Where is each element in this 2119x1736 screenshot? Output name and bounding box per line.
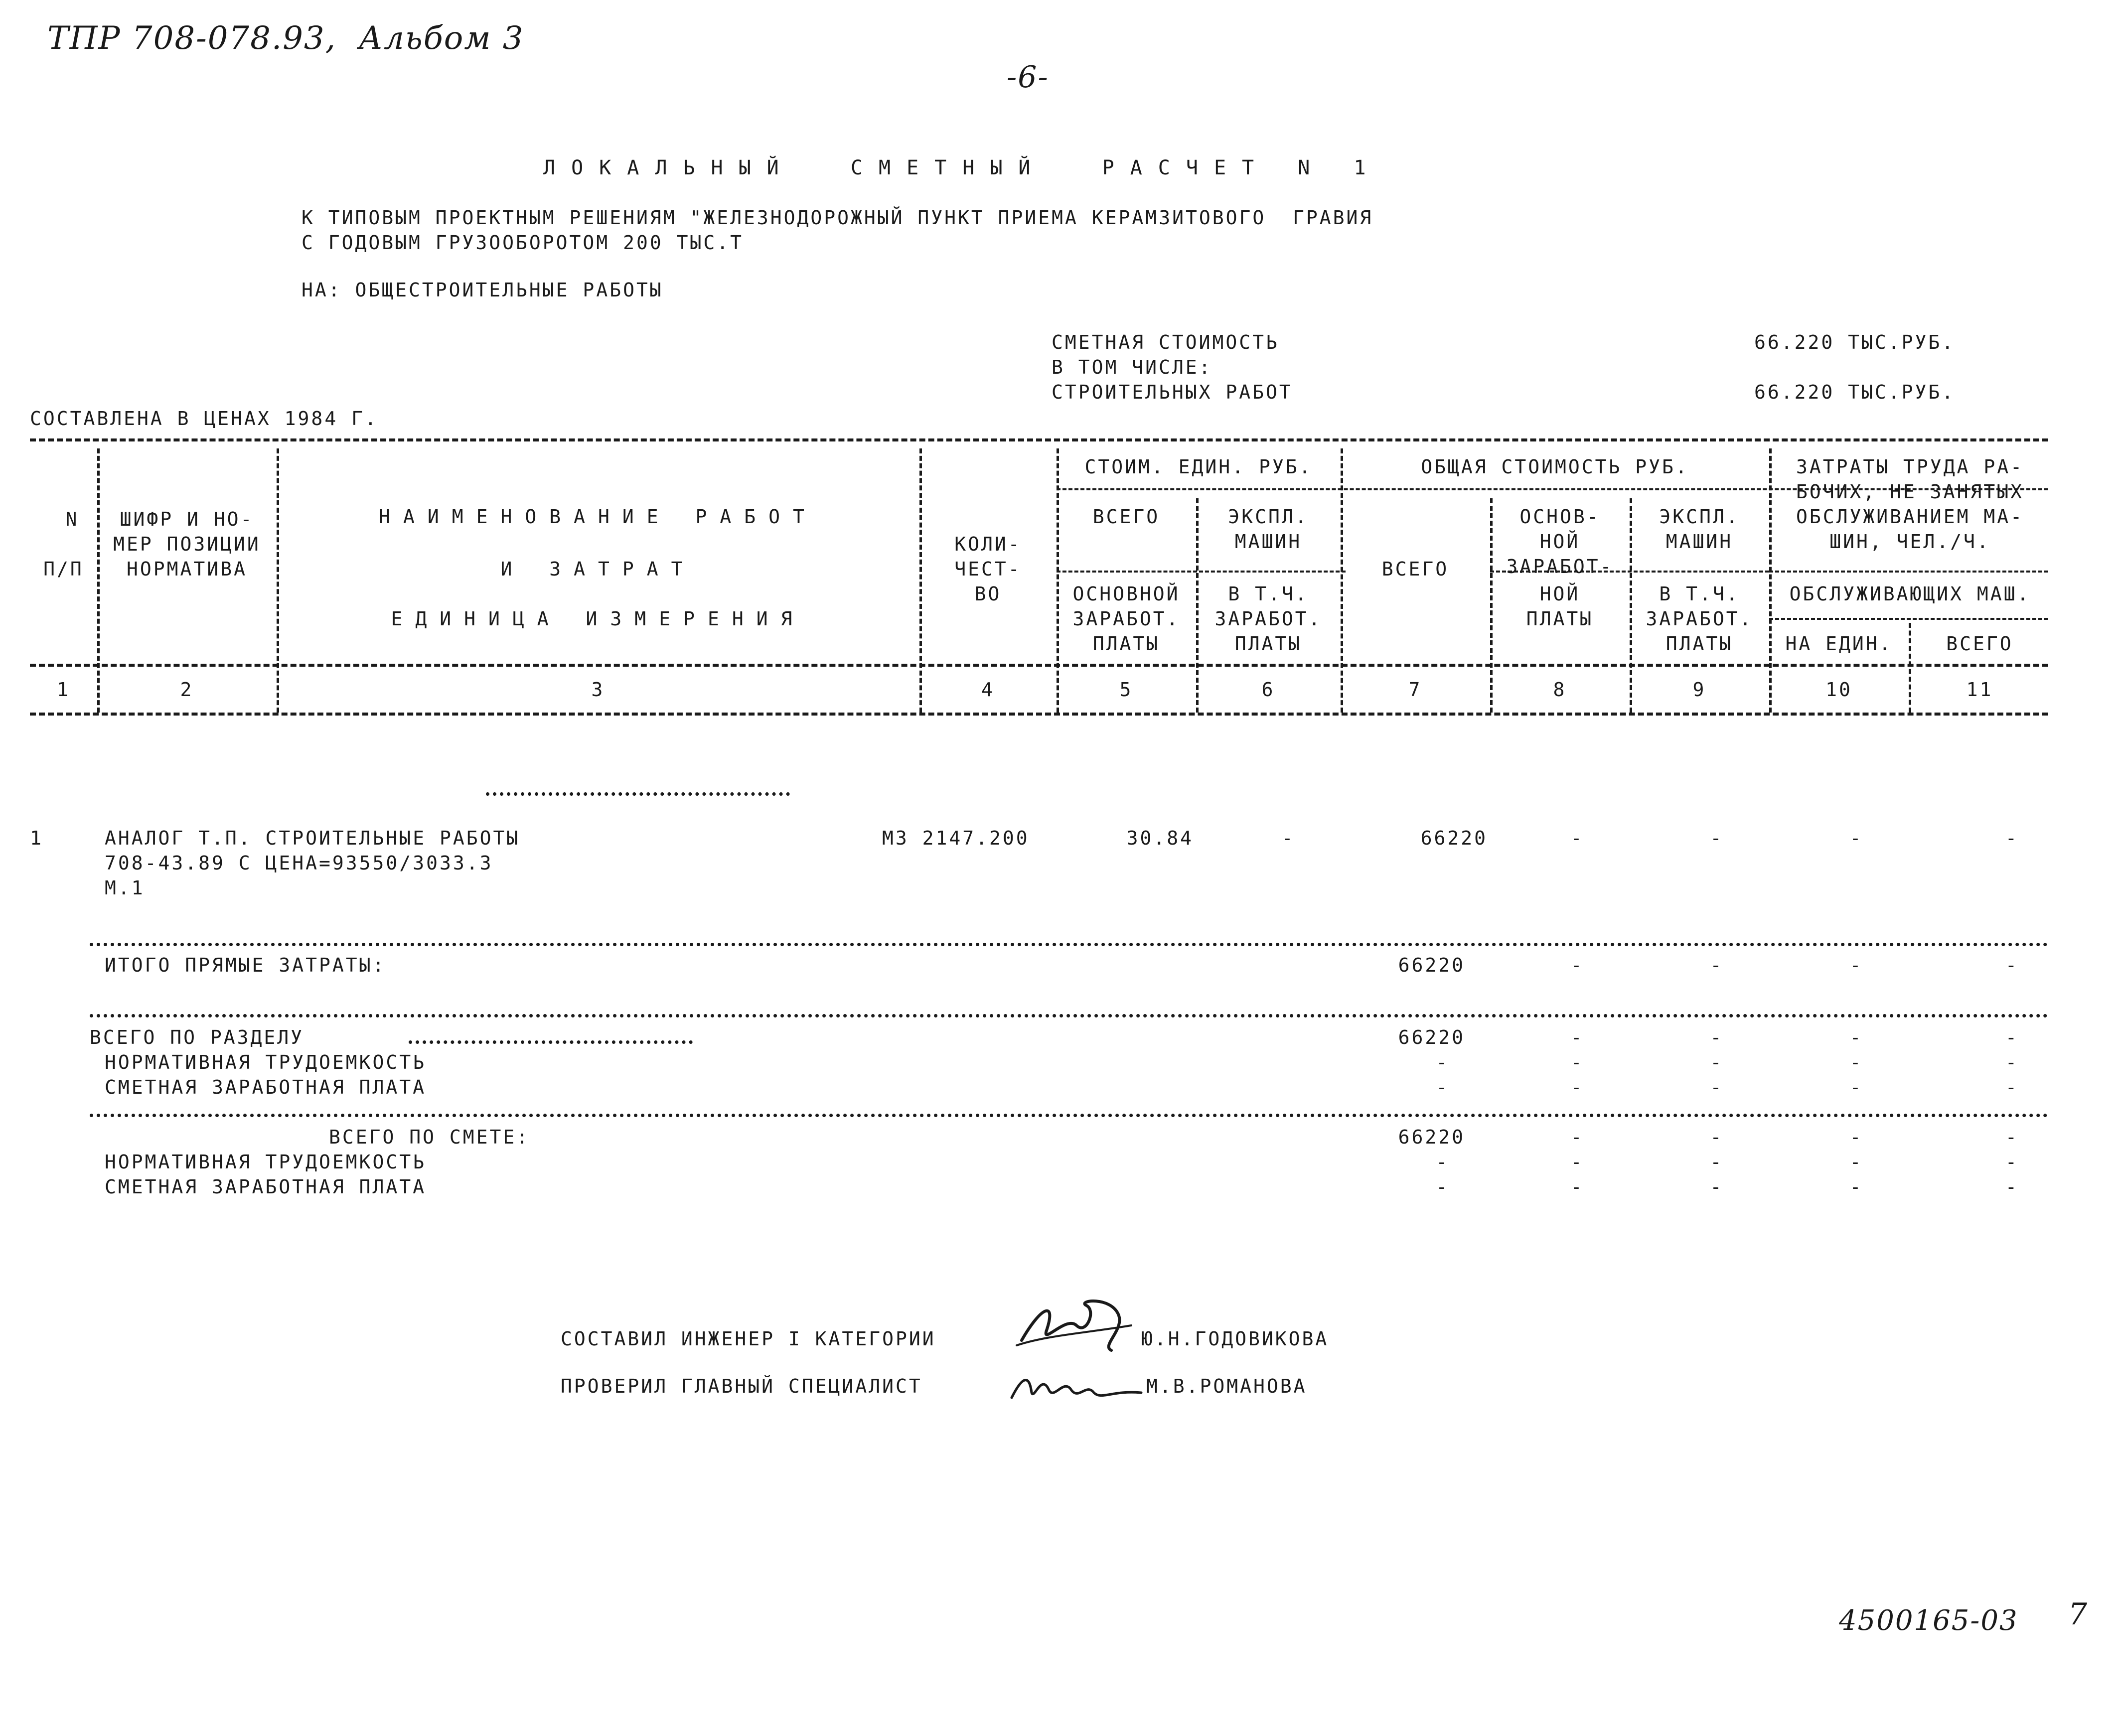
estimate-col9: - [1710,1126,1724,1148]
document-title: ЛОКАЛЬНЫЙ СМЕТНЫЙ РАСЧЕТ N 1 [543,156,1382,179]
col9-header-bottom-3: ПЛАТЫ [1665,633,1733,655]
estimate-dots [90,1114,2048,1117]
estimate-labor-col11: - [2005,1151,2019,1173]
labor-mid-rule [1769,571,2048,573]
section-wages-col10: - [1849,1076,1863,1098]
direct-dots [90,943,2048,946]
row-unit-price: 30.84 [1126,827,1194,849]
estimate-wages-col9: - [1710,1176,1724,1198]
row-quantity: М3 2147.200 [882,827,1030,849]
col6-header-bottom-1: В Т.Ч. [1228,583,1309,605]
col-sep-3 [919,448,922,713]
section-wages-col11: - [2005,1076,2019,1098]
estimate-labor-label: НОРМАТИВНАЯ ТРУДОЕМКОСТЬ [105,1151,427,1173]
section-total-label: ВСЕГО ПО РАЗДЕЛУ [90,1026,304,1048]
direct-col8: - [1570,954,1584,976]
cost-label: СМЕТНАЯ СТОИМОСТЬ [1052,331,1279,353]
col-sep-2 [277,448,279,713]
handwritten-reference: ТПР 708-078.93, Альбом 3 [47,20,524,57]
col2-header-line2: МЕР ПОЗИЦИИ [113,533,261,555]
estimate-labor-col8: - [1570,1151,1584,1173]
colnum-5: 5 [1119,679,1133,701]
col9-header-top-1: ЭКСПЛ. [1659,506,1740,528]
estimate-col8: - [1570,1126,1584,1148]
direct-costs-total: 66220 [1398,954,1465,976]
cost-value: 66.220 ТЫС.РУБ. [1754,331,1956,353]
row-total: 66220 [1420,827,1488,849]
col3-header-line2: И ЗАТРАТ [500,558,696,580]
section-dots [486,792,790,796]
colnum-11: 11 [1966,679,1993,701]
col3-header-line3: ЕДИНИЦА ИЗМЕРЕНИЯ [391,608,805,630]
section-total-value: 66220 [1398,1026,1465,1048]
estimate-total-label: ВСЕГО ПО СМЕТЕ: [329,1126,530,1148]
col-sep-6 [1341,448,1343,713]
estimate-wages-col11: - [2005,1176,2019,1198]
col8-header-4: НОЙ [1539,583,1580,605]
work-type: НА: ОБЩЕСТРОИТЕЛЬНЫЕ РАБОТЫ [302,279,663,301]
labor-header-1: ЗАТРАТЫ ТРУДА РА- [1796,456,2024,478]
numbers-bottom-rule [30,713,2048,716]
section-leader-dots [409,1040,693,1044]
row-col11: - [2005,827,2019,849]
col-sep-1 [97,448,100,713]
section-labor-col7: - [1436,1051,1450,1073]
col6-header-top-2: МАШИН [1234,531,1302,553]
col1-header-n: N [65,508,79,530]
col7-header: ВСЕГО [1381,558,1449,580]
colnum-1: 1 [57,679,70,701]
row-col9: - [1710,827,1724,849]
including-label: В ТОМ ЧИСЛЕ: [1052,356,1212,378]
colnum-7: 7 [1408,679,1422,701]
labor-header-3: ОБСЛУЖИВАНИЕМ МА- [1796,506,2024,528]
col9-header-top-2: МАШИН [1665,531,1733,553]
subject-line-2: С ГОДОВЫМ ГРУЗООБОРОТОМ 200 ТЫС.Т [302,232,744,254]
checker-signature [1007,1363,1146,1408]
unit-cost-mid-rule [1057,571,1346,573]
direct-costs-label: ИТОГО ПРЯМЫЕ ЗАТРАТЫ: [105,954,386,976]
compiled-by-name: Ю.Н.ГОДОВИКОВА [1141,1328,1329,1350]
construction-label: СТРОИТЕЛЬНЫХ РАБОТ [1052,381,1293,403]
colnum-10: 10 [1825,679,1852,701]
compiled-by-label: СОСТАВИЛ ИНЖЕНЕР I КАТЕГОРИИ [561,1328,936,1350]
col2-header-line1: ШИФР И НО- [120,508,254,530]
colnum-9: 9 [1692,679,1706,701]
row-number: 1 [30,827,43,849]
col5-header-bottom-1: ОСНОВНОЙ [1072,583,1180,605]
table-top-rule [30,438,2048,441]
col9-header-bottom-2: ЗАРАБОТ. [1646,608,1753,630]
sheet-number: 7 [2068,1597,2089,1632]
labor-subheader: ОБСЛУЖИВАЮЩИХ МАШ. [1789,583,2031,605]
section-col10: - [1849,1026,1863,1048]
col4-header-line2: ЧЕСТ- [954,558,1022,580]
labor-sub-rule [1769,618,2048,620]
col6-header-bottom-2: ЗАРАБОТ. [1214,608,1322,630]
colnum-4: 4 [981,679,995,701]
colnum-6: 6 [1261,679,1275,701]
checked-by-label: ПРОВЕРИЛ ГЛАВНЫЙ СПЕЦИАЛИСТ [561,1375,922,1397]
row-col6: - [1281,827,1295,849]
row-col8: - [1570,827,1584,849]
subject-line-1: К ТИПОВЫМ ПРОЕКТНЫМ РЕШЕНИЯМ "ЖЕЛЕЗНОДОРОЖНЫЙ ПУНКТ ПРИЕМА КЕРАМЗИТОВОГО ГРАВИЯ [302,207,1373,229]
direct-col10: - [1849,954,1863,976]
col8-header-5: ПЛАТЫ [1526,608,1594,630]
col5-header-bottom-2: ЗАРАБОТ. [1072,608,1180,630]
construction-value: 66.220 ТЫС.РУБ. [1754,381,1956,403]
direct-col9: - [1710,954,1724,976]
header-bottom-rule [30,664,2048,667]
section-labor-label: НОРМАТИВНАЯ ТРУДОЕМКОСТЬ [105,1051,427,1073]
section-wages-label: СМЕТНАЯ ЗАРАБОТНАЯ ПЛАТА [105,1076,427,1098]
prices-note: СОСТАВЛЕНА В ЦЕНАХ 1984 Г. [30,408,378,430]
estimate-col10: - [1849,1126,1863,1148]
direct-col11: - [2005,954,2019,976]
col6-header-bottom-3: ПЛАТЫ [1234,633,1302,655]
col5-header-bottom-3: ПЛАТЫ [1092,633,1160,655]
col8-header-3: ЗАРАБОТ- [1506,556,1614,578]
estimate-wages-label: СМЕТНАЯ ЗАРАБОТНАЯ ПЛАТА [105,1176,427,1198]
col5-header-top: ВСЕГО [1092,506,1160,528]
col6-header-top-1: ЭКСПЛ. [1228,506,1309,528]
section-labor-col10: - [1849,1051,1863,1073]
row-name-line-3: М.1 [105,877,145,899]
estimate-total-value: 66220 [1398,1126,1465,1148]
estimate-wages-col7: - [1436,1176,1450,1198]
col2-header-line3: НОРМАТИВА [127,558,247,580]
section-labor-col11: - [2005,1051,2019,1073]
section-wages-col9: - [1710,1076,1724,1098]
labor-header-2: БОЧИХ, НЕ ЗАНЯТЫХ [1796,481,2024,503]
col3-header-line1: НАИМЕНОВАНИЕ РАБОТ [379,506,817,528]
labor-header-4: ШИН, ЧЕЛ./Ч. [1829,531,1990,553]
col8-header-2: НОЙ [1539,531,1580,553]
col1-header-pp: П/П [43,558,84,580]
section-col9: - [1710,1026,1724,1048]
colnum-3: 3 [591,679,605,701]
col11-header: ВСЕГО [1946,633,2013,655]
section-labor-col8: - [1570,1051,1584,1073]
row-name-line-2: 708-43.89 С ЦЕНА=93550/3033.3 [105,852,493,874]
row-name-line-1: АНАЛОГ Т.П. СТРОИТЕЛЬНЫЕ РАБОТЫ [105,827,520,849]
section-col8: - [1570,1026,1584,1048]
estimate-labor-col9: - [1710,1151,1724,1173]
section-col11: - [2005,1026,2019,1048]
unit-cost-group-header: СТОИМ. ЕДИН. РУБ. [1084,456,1313,478]
col10-header: НА ЕДИН. [1785,633,1893,655]
estimate-labor-col10: - [1849,1151,1863,1173]
col4-header-line3: ВО [974,583,1002,605]
col4-header-line1: КОЛИ- [954,533,1022,555]
col8-header-1: ОСНОВ- [1519,506,1600,528]
colnum-2: 2 [180,679,194,701]
row-col10: - [1849,827,1863,849]
document-code: 4500165-03 [1839,1604,2018,1637]
estimate-labor-col7: - [1436,1151,1450,1173]
compiler-signature [1012,1286,1141,1360]
total-cost-group-header: ОБЩАЯ СТОИМОСТЬ РУБ. [1421,456,1689,478]
checked-by-name: М.В.РОМАНОВА [1146,1375,1307,1397]
colnum-8: 8 [1553,679,1567,701]
estimate-wages-col8: - [1570,1176,1584,1198]
col-sep-4 [1057,448,1059,713]
section-labor-col9: - [1710,1051,1724,1073]
section-total-dots [90,1014,2048,1017]
estimate-wages-col10: - [1849,1176,1863,1198]
section-wages-col8: - [1570,1076,1584,1098]
col9-header-bottom-1: В Т.Ч. [1659,583,1740,605]
section-wages-col7: - [1436,1076,1450,1098]
estimate-col11: - [2005,1126,2019,1148]
page-number: -6- [1007,60,1049,95]
